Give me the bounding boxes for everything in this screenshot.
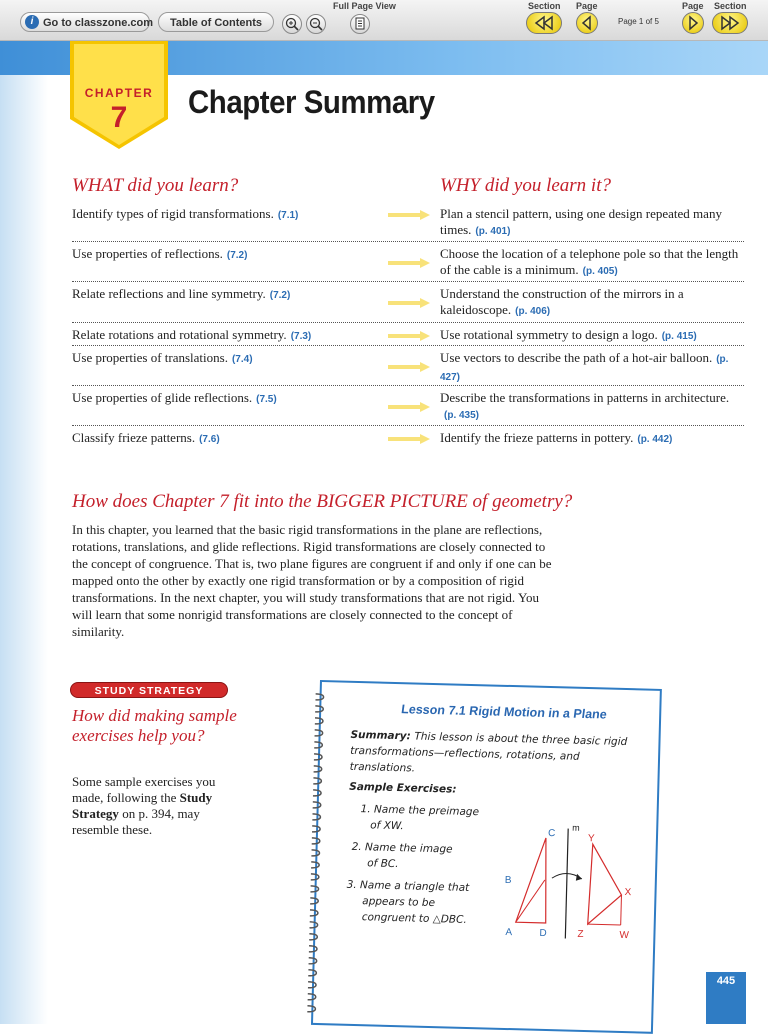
what-cell: Use properties of reflections. (7.2) bbox=[72, 246, 248, 261]
exercise-1-line-2: of XW. bbox=[370, 819, 404, 833]
triangle-abc bbox=[516, 837, 548, 923]
label-x: X bbox=[624, 887, 632, 899]
label-b: B bbox=[504, 874, 512, 887]
zoom-out-button[interactable] bbox=[306, 14, 326, 34]
what-cell: Classify frieze patterns. (7.6) bbox=[72, 430, 220, 445]
arrow-icon bbox=[388, 402, 430, 412]
label-z: Z bbox=[577, 928, 584, 940]
arrow-icon bbox=[388, 362, 430, 372]
exercise-3-line-2: appears to be bbox=[362, 895, 436, 910]
sample-notebook bbox=[311, 680, 662, 1034]
page-ref[interactable]: (p. 435) bbox=[444, 410, 480, 421]
row-divider bbox=[72, 241, 744, 242]
study-strategy-text: Some sample exercises you made, following the Study Strategy on p. 394, may resemble these. bbox=[72, 774, 216, 837]
arrow-icon bbox=[388, 331, 430, 341]
page-ref[interactable]: (p. 442) bbox=[637, 434, 673, 445]
why-cell: Use vectors to describe the path of a hot-air balloon. (p. 427) bbox=[440, 350, 729, 383]
label-y: Y bbox=[587, 833, 595, 845]
info-icon: i bbox=[25, 15, 39, 29]
what-cell: Relate reflections and line symmetry. (7.2) bbox=[72, 286, 291, 301]
reflection-figure bbox=[495, 817, 648, 951]
row-divider bbox=[72, 345, 744, 346]
what-heading: WHAT did you learn? bbox=[72, 175, 239, 196]
previous-page-button[interactable] bbox=[576, 12, 598, 34]
exercise-3-line-1: 3. Name a triangle that bbox=[346, 878, 470, 894]
double-right-arrow-icon bbox=[713, 13, 747, 33]
table-of-contents-button[interactable] bbox=[158, 12, 274, 32]
page-indicator: Page 1 of 5 bbox=[618, 17, 659, 26]
notebook-exercises-label: Sample Exercises: bbox=[349, 780, 457, 796]
bigger-picture-paragraph: In this chapter, you learned that the basic rigid transformations in the plane are reflections, rotations, translations, and glide reflections. Rigid transformations are closely connected to the concept of congruence. That is, two plane figures are congruent if and only if one can be mapped onto the other by exactly one rigid transformation or by a composition of rigid transformations. In the next chapter, you will study transformations that are not rigid. You will learn that some nonrigid transformations are closely connected to the concept of similarity. bbox=[72, 522, 552, 639]
classzone-button[interactable] bbox=[20, 12, 154, 32]
page-view-icon bbox=[351, 15, 369, 33]
chapter-word: CHAPTER bbox=[84, 86, 154, 100]
arrow-icon bbox=[388, 434, 430, 444]
page-ref[interactable]: (p. 401) bbox=[475, 226, 511, 237]
why-cell: Identify the frieze patterns in pottery. (p. 442) bbox=[440, 430, 673, 445]
toc-label: Table of Contents bbox=[169, 17, 263, 29]
viewer-toolbar bbox=[0, 0, 768, 41]
why-cell: Understand the construction of the mirrors in a kaleidoscope. (p. 406) bbox=[440, 286, 684, 317]
arrow-icon bbox=[388, 258, 430, 268]
study-strategy-heading: How did making sample exercises help you? bbox=[72, 706, 237, 745]
segment-bd bbox=[516, 879, 545, 923]
next-page-button[interactable] bbox=[682, 12, 704, 34]
why-cell: Use rotational symmetry to design a logo. (p. 415) bbox=[440, 327, 697, 342]
study-strategy-badge: STUDY STRATEGY bbox=[70, 682, 228, 698]
page-number: 445 bbox=[706, 972, 746, 1024]
label-m: m bbox=[572, 822, 580, 833]
double-left-arrow-icon bbox=[527, 13, 561, 33]
lesson-ref[interactable]: (7.5) bbox=[256, 394, 277, 405]
page-title: Chapter Summary bbox=[188, 84, 435, 120]
segment-zw bbox=[588, 924, 621, 925]
lesson-ref[interactable]: (7.2) bbox=[269, 290, 291, 301]
what-cell: Use properties of translations. (7.4) bbox=[72, 350, 253, 365]
row-divider bbox=[72, 385, 744, 386]
left-arrow-icon bbox=[577, 13, 597, 33]
study-strategy-link: Study Strategy bbox=[72, 790, 213, 821]
exercise-1-line-1: 1. Name the preimage bbox=[360, 803, 480, 819]
prev-page-label: Page bbox=[576, 1, 598, 11]
page-ref[interactable]: (p. 427) bbox=[440, 354, 729, 383]
row-divider bbox=[72, 322, 744, 323]
label-c: C bbox=[547, 828, 556, 840]
next-page-label: Page bbox=[682, 1, 704, 11]
exercise-2-line-1: 2. Name the image bbox=[351, 840, 453, 856]
row-divider bbox=[72, 281, 744, 282]
exercise-3-line-3: congruent to △DBC. bbox=[361, 911, 467, 926]
zoom-in-button[interactable] bbox=[282, 14, 302, 34]
why-cell: Plan a stencil pattern, using one design repeated many times. (p. 401) bbox=[440, 206, 722, 237]
full-page-view-label: Full Page View bbox=[333, 1, 396, 11]
what-cell: Identify types of rigid transformations. (7.1) bbox=[72, 206, 299, 221]
page-ref[interactable]: (p. 405) bbox=[582, 266, 618, 277]
next-section-button[interactable] bbox=[712, 12, 748, 34]
page-ref[interactable]: (p. 406) bbox=[515, 306, 551, 317]
label-d: D bbox=[539, 927, 547, 940]
lesson-ref[interactable]: (7.2) bbox=[226, 250, 248, 261]
label-w: W bbox=[619, 929, 630, 942]
full-page-view-button[interactable] bbox=[350, 14, 370, 34]
lesson-ref[interactable]: (7.1) bbox=[277, 210, 299, 221]
zoom-in-icon bbox=[283, 15, 301, 33]
chapter-badge bbox=[56, 41, 182, 153]
next-section-label: Section bbox=[714, 1, 747, 11]
classzone-label: Go to classzone.com bbox=[43, 17, 154, 29]
previous-section-button[interactable] bbox=[526, 12, 562, 34]
notebook-title: Lesson 7.1 Rigid Motion in a Plane bbox=[400, 702, 608, 722]
lesson-ref[interactable]: (7.3) bbox=[290, 331, 312, 342]
what-cell: Use properties of glide reflections. (7.5) bbox=[72, 390, 277, 405]
label-a: A bbox=[505, 926, 513, 939]
left-color-strip bbox=[0, 41, 48, 1024]
spiral-binding-icon bbox=[305, 688, 326, 1018]
page-ref[interactable]: (p. 415) bbox=[661, 331, 697, 342]
row-divider bbox=[72, 425, 744, 426]
what-cell: Relate rotations and rotational symmetry. (7.3) bbox=[72, 327, 312, 342]
chapter-number: 7 bbox=[110, 101, 128, 134]
arrow-icon bbox=[388, 298, 430, 308]
exercise-2-line-2: of BC. bbox=[367, 857, 399, 871]
zoom-out-icon bbox=[307, 15, 325, 33]
notebook-summary: Summary: This lesson is about the three basic rigid transformations—reflections, rotations, and translations. bbox=[349, 728, 628, 775]
lesson-ref[interactable]: (7.6) bbox=[199, 434, 220, 445]
why-cell: Describe the transformations in patterns in architecture.(p. 435) bbox=[440, 390, 730, 421]
arrow-icon bbox=[388, 210, 430, 220]
right-arrow-icon bbox=[683, 13, 703, 33]
prev-section-label: Section bbox=[528, 1, 561, 11]
lesson-ref[interactable]: (7.4) bbox=[231, 354, 253, 365]
triangle-xyzw bbox=[588, 844, 623, 925]
line-m bbox=[565, 829, 568, 939]
why-heading: WHY did you learn it? bbox=[440, 175, 611, 196]
bigger-picture-heading: How does Chapter 7 fit into the BIGGER PICTURE of geometry? bbox=[72, 491, 573, 512]
why-cell: Choose the location of a telephone pole so that the length of the cable is a minimum. (p. 405) bbox=[440, 246, 739, 277]
